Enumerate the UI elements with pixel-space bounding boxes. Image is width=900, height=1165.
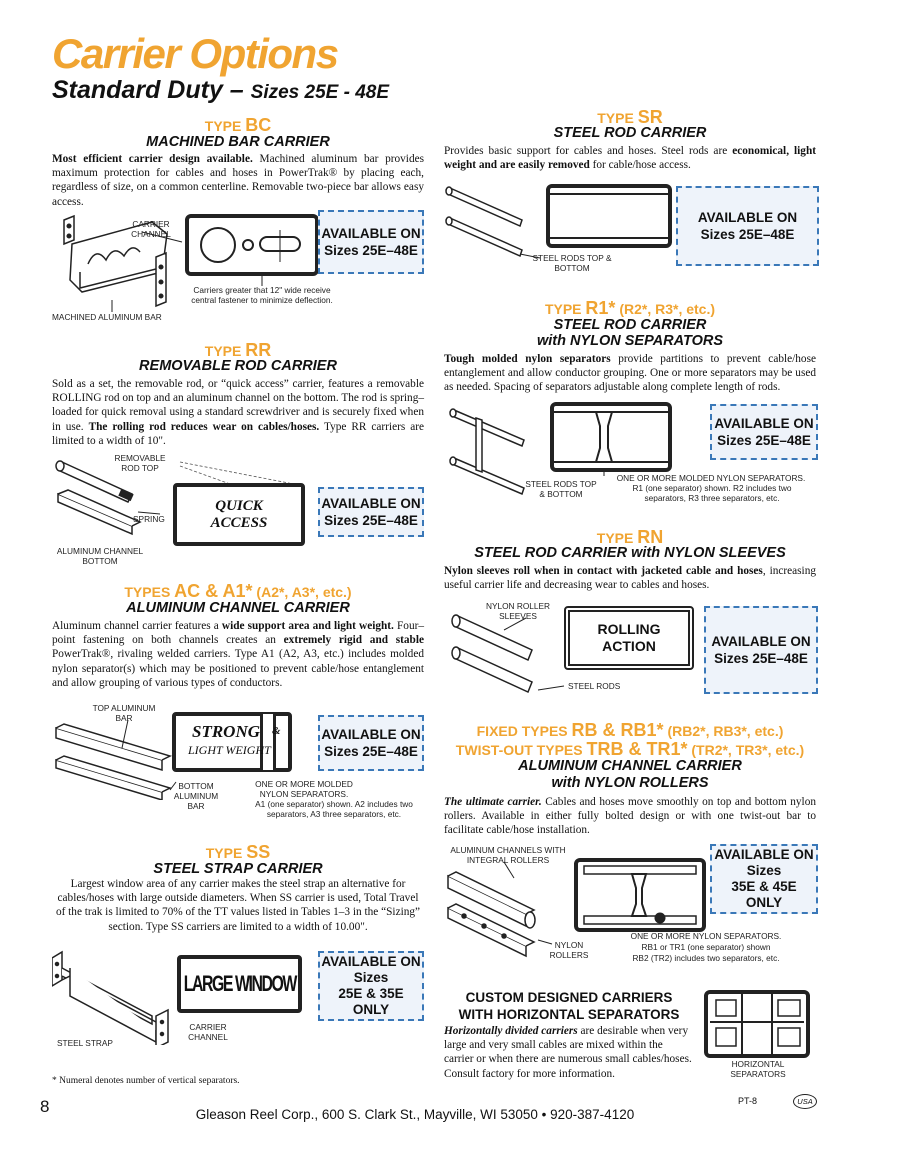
- rb-twist-prefix: TWIST-OUT TYPES: [455, 742, 583, 758]
- rb-label-separator-detail: RB1 or TR1 (one separator) shown: [641, 942, 771, 952]
- rb-avail-line1: AVAILABLE ON: [714, 847, 814, 862]
- r1-name-2: with NYLON SEPARATORS: [536, 333, 724, 349]
- custom-carrier-front: [706, 992, 808, 1056]
- r1-desc-bold: Tough molded nylon separators: [444, 353, 611, 365]
- r1-avail-line2: Sizes 25E–48E: [717, 433, 811, 448]
- rb-label-rollers: NYLON ROLLERS: [549, 940, 589, 960]
- ss-avail-line3: 25E & 35E: [338, 986, 404, 1001]
- sr-type-prefix: TYPE: [597, 110, 634, 126]
- sr-desc-1: Provides basic support for cables and hoses. Steel rods are: [444, 145, 728, 157]
- rr-desc-2: Type RR carriers are limited to a width of 10".: [52, 420, 424, 447]
- bc-desc: Machined aluminum bar provides maximum protection for cables and hoses in PowerTrak® by placing each, regardless of size, on a common centerline. Removable two-piece bar allows easy access.: [52, 153, 425, 208]
- ac-label-separator: ONE OR MORE MOLDED NYLON SEPARATORS.: [255, 779, 353, 799]
- rb-label-separator-detail-2: RB2 (TR2) includes two separators, etc.: [632, 953, 780, 963]
- ac-availability-box: [318, 715, 424, 771]
- r1-label-separator-detail: R1 (one separator) shown. R2 includes two separators, R3 three separators, etc.: [632, 483, 792, 503]
- ac-light-text: LIGHT WEIGHT: [188, 743, 271, 757]
- rr-label-spring: SPRING: [133, 514, 165, 524]
- ss-availability-box: [318, 951, 424, 1021]
- rr-desc-bold: The rolling rod reduces wear on cables/hoses.: [88, 420, 320, 433]
- page-subtitle: [52, 76, 389, 105]
- sr-desc-2: for cable/hose access.: [592, 159, 691, 172]
- rn-name: STEEL ROD CARRIER with NYLON SLEEVES: [474, 545, 786, 561]
- rb-channels: [448, 872, 535, 956]
- ac-desc-bold-1: wide support area and light weight.: [221, 620, 394, 632]
- rn-label-rods: STEEL RODS: [568, 681, 621, 691]
- subtitle-text: Standard Duty –: [52, 76, 244, 104]
- bc-description: [52, 152, 424, 209]
- rr-availability-box: [318, 487, 424, 537]
- rn-avail-line1: AVAILABLE ON: [711, 634, 811, 649]
- ac-avail-line1: AVAILABLE ON: [321, 727, 421, 742]
- ss-avail-line4: ONLY: [352, 1002, 390, 1017]
- ac-desc-1: Aluminum channel carrier features a: [52, 620, 219, 632]
- ss-description: Largest window area of any carrier makes the steel strap an alternative for cables/hoses with large outside diameters. When SS carrier is used, Total Travel of the trak is limited to 70% of the TT values listed in Tables 1–3 in the “Sizing” section. Type SS carriers are limited to a width of 10.00".: [55, 878, 421, 933]
- bc-availability-box: [318, 210, 424, 274]
- ss-type-code: SS: [246, 842, 271, 862]
- rn-availability-box: [704, 606, 818, 694]
- custom-title-1: CUSTOM DESIGNED CARRIERS: [465, 990, 673, 1005]
- rb-avail-line2: Sizes: [746, 863, 782, 878]
- rn-carrier-front: [564, 606, 694, 670]
- ss-type-prefix: TYPE: [205, 845, 243, 861]
- r1-type-prefix: TYPE: [544, 301, 582, 317]
- ss-avail-line1: AVAILABLE ON: [321, 954, 421, 969]
- r1-carrier-front: [552, 404, 670, 470]
- ss-strap: [52, 952, 168, 1045]
- bc-note: Carriers greater that 12" wide receive central fastener to minimize deflection.: [191, 285, 333, 305]
- custom-title-2: WITH HORIZONTAL SEPARATORS: [458, 1007, 680, 1022]
- rr-access-text: ACCESS: [210, 514, 268, 531]
- ac-type-suffix: (A2*, A3*, etc.): [256, 584, 352, 600]
- ss-label-channel: CARRIER CHANNEL: [188, 1022, 228, 1042]
- sr-availability-box: [676, 186, 819, 266]
- custom-description: [444, 1024, 694, 1081]
- rb-availability-box: [710, 844, 818, 914]
- rb-twist-suffix: (TR2*, TR3*, etc.): [691, 742, 805, 758]
- rb-label-channels: ALUMINUM CHANNELS WITH INTEGRAL ROLLERS: [450, 845, 566, 865]
- subtitle-sizes: Sizes 25E - 48E: [250, 82, 390, 103]
- rb-name-1: ALUMINUM CHANNEL CARRIER: [518, 758, 742, 774]
- rn-rolling-text: ROLLING: [597, 621, 661, 637]
- rb-fixed-prefix: FIXED TYPES: [476, 723, 568, 739]
- rb-desc-bold: The ultimate carrier.: [444, 796, 542, 808]
- bc-channel-left: [64, 216, 74, 244]
- r1-avail-line1: AVAILABLE ON: [714, 416, 814, 431]
- ss-type-line: [52, 842, 424, 863]
- rr-name: REMOVABLE ROD CARRIER: [139, 358, 337, 374]
- rb-twist-code: TRB & TR1*: [586, 739, 688, 759]
- ac-amp-text: &: [272, 725, 281, 737]
- ss-avail-line2: Sizes: [353, 970, 389, 985]
- r1-type-suffix: (R2*, R3*, etc.): [619, 301, 716, 317]
- r1-desc: provide partitions to prevent cable/hose entanglement and allow conductor grouping. One or more separators may be used as needed. Spacing of separators adjustable along complete length of rods.: [444, 353, 816, 394]
- custom-desc: are desirable when very large and very small cables are mixed within the carrier or when there are numerous small cables/hoses. Consult factory for more information.: [444, 1025, 692, 1080]
- custom-label-separators: HORIZONTAL SEPARATORS: [730, 1059, 786, 1079]
- rr-type-prefix: TYPE: [204, 343, 242, 359]
- rb-name-2: with NYLON ROLLERS: [551, 775, 709, 791]
- rb-fixed-code: RB & RB1*: [571, 720, 664, 740]
- bc-type-prefix: TYPE: [204, 118, 242, 134]
- rb-avail-line4: ONLY: [745, 895, 783, 910]
- bc-desc-bold: Most efficient carrier design available.: [52, 153, 253, 165]
- ac-name: ALUMINUM CHANNEL CARRIER: [126, 600, 350, 616]
- sr-avail-line1: AVAILABLE ON: [697, 210, 798, 225]
- usa-badge-icon: USA: [793, 1094, 817, 1109]
- rr-avail-line1: AVAILABLE ON: [321, 496, 421, 511]
- ss-illustration: [52, 950, 182, 1045]
- r1-availability-box: [710, 404, 818, 460]
- rr-description: [52, 377, 424, 448]
- rn-rods: [452, 615, 532, 692]
- ac-avail-line2: Sizes 25E–48E: [324, 744, 418, 759]
- rb-fixed-type-line: [444, 720, 816, 741]
- rn-type-code: RN: [637, 527, 664, 547]
- rr-label-rod: REMOVABLE ROD TOP: [114, 453, 166, 473]
- ac-description: [52, 619, 424, 690]
- rb-desc: Cables and hoses move smoothly on top and bottom nylon rollers. Available in either fully bolted design or with one twist-out bar to facilitate cable/hose installation.: [444, 796, 816, 837]
- ac-label-top: TOP ALUMINUM BAR: [92, 703, 156, 723]
- sr-name: STEEL ROD CARRIER: [553, 125, 707, 141]
- rb-carrier-front: [576, 860, 704, 930]
- sr-description: [444, 144, 816, 172]
- rr-carrier-front: [173, 483, 305, 546]
- ac-carrier-front: [172, 712, 292, 772]
- footnote: * Numeral denotes number of vertical separators.: [52, 1076, 240, 1086]
- bc-avail-line1: AVAILABLE ON: [321, 226, 421, 241]
- footer-code: PT-8: [738, 1096, 758, 1106]
- rn-desc-bold: Nylon sleeves roll when in contact with jacketed cable and hoses: [444, 565, 763, 577]
- rb-fixed-suffix: (RB2*, RB3*, etc.): [667, 723, 784, 739]
- sr-avail-line2: Sizes 25E–48E: [700, 227, 795, 242]
- ac-type-line: [52, 581, 424, 602]
- page-number: 8: [40, 1097, 50, 1116]
- rb-avail-line3: 35E & 45E: [731, 879, 797, 894]
- sr-type-code: SR: [637, 107, 663, 127]
- footer-company: Gleason Reel Corp., 600 S. Clark St., Mayville, WI 53050 • 920-387-4120: [195, 1107, 635, 1122]
- rb-label-separator: ONE OR MORE NYLON SEPARATORS.: [630, 931, 782, 941]
- rn-desc: , increasing useful carrier life and decreasing wear to cables and hoses.: [444, 565, 816, 592]
- rr-avail-line2: Sizes 25E–48E: [324, 513, 418, 528]
- rr-label-channel: ALUMINUM CHANNEL BOTTOM: [56, 546, 144, 566]
- ac-separator-shape: [260, 714, 276, 770]
- bc-avail-line2: Sizes 25E–48E: [324, 243, 418, 258]
- r1-description: [444, 352, 816, 395]
- custom-illustration: [702, 988, 814, 1060]
- ac-label-bottom: BOTTOM ALUMINUM BAR: [173, 781, 219, 811]
- rr-type-code: RR: [245, 340, 272, 360]
- ac-type-code: AC & A1*: [174, 581, 253, 601]
- r1-label-rods: STEEL RODS TOP & BOTTOM: [525, 479, 597, 499]
- sr-rods: [446, 187, 522, 256]
- rr-desc-1: Sold as a set, the removable rod, or “quick access” carrier, features a removable ROLLING rod on top and an aluminum channel on the bottom. The rod is spring–loaded for quick removal using a standard screwdriver and is securely fixed when in use.: [52, 378, 424, 433]
- r1-label-separator: ONE OR MORE MOLDED NYLON SEPARATORS.: [616, 473, 806, 483]
- ac-strong-text: STRONG: [192, 722, 261, 741]
- rn-avail-line2: Sizes 25E–48E: [714, 651, 808, 666]
- bc-name: MACHINED BAR CARRIER: [146, 134, 330, 150]
- sr-desc-bold: economical, light weight and are easily removed: [444, 145, 816, 172]
- ss-label-strap: STEEL STRAP: [57, 1038, 113, 1048]
- rn-description: [444, 564, 816, 592]
- ac-desc-3: PowerTrak®, rivaling welded carriers. Type A1 (A2, A3, etc.) includes molded nylon separator(s) which may be positioned to prevent cable/hose entanglement and allow grouping of various types of conductors.: [52, 648, 424, 689]
- bc-label-bar: MACHINED ALUMINUM BAR: [52, 312, 162, 322]
- r1-name-1: STEEL ROD CARRIER: [553, 317, 707, 333]
- ac-label-separator-detail: A1 (one separator) shown. A2 includes two separators, A3 three separators, etc.: [255, 799, 413, 819]
- ac-desc-2: Four–point fastening on both channels creates an: [52, 620, 425, 647]
- bc-type-code: BC: [245, 115, 272, 135]
- ac-desc-bold-2: extremely rigid and stable: [283, 634, 424, 647]
- r1-rods: [450, 409, 524, 494]
- bc-type-line: [52, 115, 424, 136]
- sr-carrier-front: [548, 186, 670, 246]
- rn-label-sleeves: NYLON ROLLER SLEEVES: [485, 601, 551, 621]
- bc-carrier-front: [187, 216, 317, 274]
- page-title: Carrier Options: [52, 30, 338, 77]
- r1-type-line: [444, 298, 816, 319]
- bc-channel-right: [156, 253, 166, 306]
- rn-action-text: ACTION: [602, 638, 656, 654]
- rr-quick-text: QUICK: [215, 497, 263, 514]
- custom-desc-bold: Horizontally divided carriers: [444, 1025, 578, 1037]
- rb-description: [444, 795, 816, 838]
- rb-twist-type-line: [444, 739, 816, 760]
- ss-name: STEEL STRAP CARRIER: [153, 861, 323, 877]
- ss-carrier-front: [177, 955, 302, 1013]
- ss-large-window-text: LARGE WINDOW: [183, 971, 296, 996]
- rn-type-prefix: TYPE: [596, 530, 634, 546]
- sr-label-rods: STEEL RODS TOP & BOTTOM: [532, 253, 612, 273]
- r1-type-code: R1*: [585, 298, 616, 318]
- ac-type-prefix: TYPES: [124, 584, 171, 600]
- bc-label-channel: CARRIER CHANNEL: [131, 219, 171, 239]
